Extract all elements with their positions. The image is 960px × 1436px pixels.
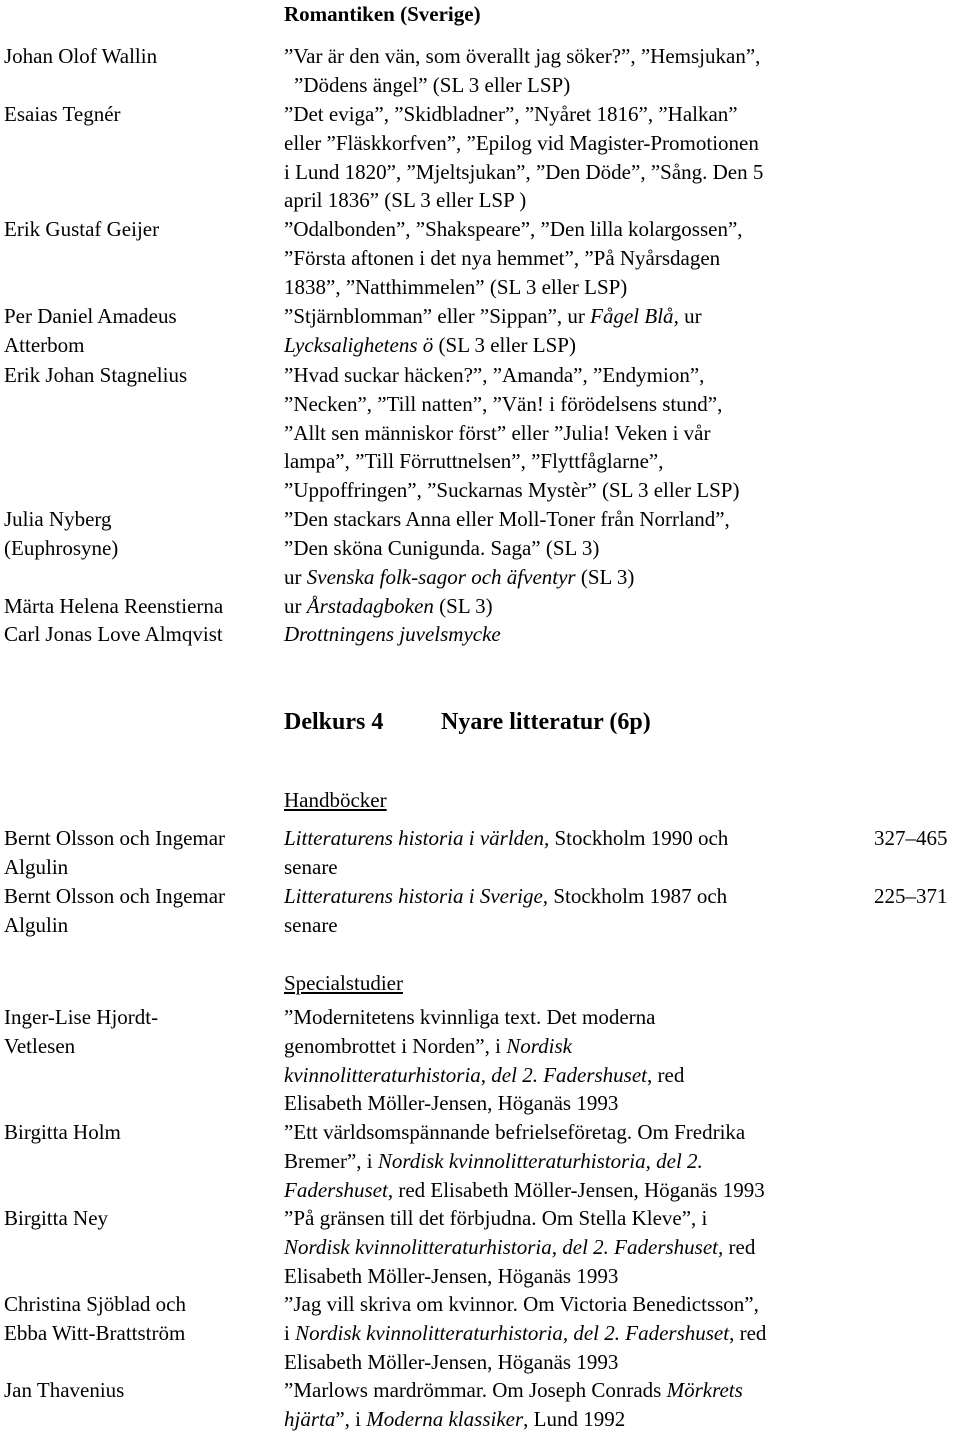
works-stagnelius: [284, 361, 884, 505]
text: ur: [284, 564, 307, 589]
author-handbok-1: [4, 824, 274, 882]
work-line: Elisabeth Möller-Jensen, Höganäs 1993: [284, 1091, 619, 1116]
text: Stockholm 1990 och: [549, 826, 729, 850]
work-line: ”På gränsen till det förbjudna. Om Stella Kleve”, i: [284, 1206, 708, 1230]
work-line: [284, 1233, 884, 1262]
author-reenstierna: Märta Helena Reenstierna: [4, 594, 224, 618]
author-line: (Euphrosyne): [4, 535, 119, 560]
section-heading-handbocker: Handböcker: [284, 788, 387, 812]
text: genombrottet i Norden”, i: [284, 1033, 507, 1058]
title-italic: Nordisk: [506, 1033, 572, 1058]
delkurs-title: Nyare litteratur (6p): [441, 709, 651, 735]
author-wallin: Johan Olof Wallin: [4, 44, 158, 68]
title-italic: Moderna klassiker: [366, 1406, 524, 1431]
author-line: Julia Nyberg: [4, 507, 112, 531]
text: ”Marlows mardrömmar. Om Joseph Conrads: [284, 1378, 667, 1402]
author-ney: Birgitta Ney: [4, 1206, 109, 1230]
author-line: Bernt Olsson och Ingemar: [4, 826, 226, 850]
work-line: ”Modernitetens kvinnliga text. Det moderna: [284, 1005, 656, 1029]
author-thavenius: Jan Thavenius: [4, 1378, 125, 1402]
work-line: ”Den stackars Anna eller Moll-Toner från Norrland”,: [284, 507, 730, 531]
work-line: [284, 1032, 884, 1061]
author-holm: Birgitta Holm: [4, 1120, 121, 1144]
text: , red Elisabeth Möller-Jensen, Höganäs 1993: [387, 1177, 765, 1202]
work-line: [284, 1319, 884, 1348]
title-italic: Årstadagboken: [306, 594, 434, 618]
text: i: [284, 1320, 296, 1345]
author-hjordt-vetlesen: [4, 1003, 274, 1061]
handbok-2: [284, 882, 854, 940]
author-line: Atterbom: [4, 332, 85, 357]
work-line: Elisabeth Möller-Jensen, Höganäs 1993: [284, 1263, 619, 1288]
title-italic: Litteraturens historia i Sverige,: [284, 884, 549, 908]
work-line: lampa”, ”Till Förruttnelsen”, ”Flyttfåglarne”,: [284, 449, 664, 474]
author-line: Inger-Lise Hjordt-: [4, 1005, 159, 1029]
work-line: i Lund 1820”, ”Mjeltsjukan”, ”Den Döde”, ”Sång. Den 5: [284, 159, 764, 184]
work-line: [284, 302, 884, 331]
work-line: ”Uppoffringen”, ”Suckarnas Mystèr” (SL 3 eller LSP): [284, 478, 740, 503]
work-line: [284, 331, 884, 360]
work-line: ”Första aftonen i det nya hemmet”, ”På Nyårsdagen: [284, 245, 721, 270]
work-line: [284, 1405, 884, 1434]
handbok-1: [284, 824, 854, 882]
author-tegner: Esaias Tegnér: [4, 102, 121, 126]
title-italic: Svenska folk-sagor och äfventyr: [306, 564, 576, 589]
work-line: ”Den sköna Cunigunda. Saga” (SL 3): [284, 535, 600, 560]
work-line: ”Odalbonden”, ”Shakspeare”, ”Den lilla kolargossen”,: [284, 217, 743, 241]
title-italic: Litteraturens historia i världen,: [284, 826, 550, 850]
work-line: [284, 563, 884, 592]
work-line: ”Necken”, ”Till natten”, ”Vän! i förödelsens stund”,: [284, 391, 723, 416]
work-line: ”Allt sen människor först” eller ”Julia! Veken i vår: [284, 420, 711, 445]
title-italic: Lycksalighetens ö: [284, 332, 434, 357]
work-line: ”Var är den vän, som överallt jag söker?”, ”Hemsjukan”,: [284, 44, 761, 68]
author-almqvist: Carl Jonas Love Almqvist: [4, 622, 223, 646]
text: Stockholm 1987 och: [548, 884, 728, 908]
text: (SL 3 eller LSP): [433, 332, 576, 357]
work-line: [284, 1147, 884, 1176]
text: ”Stjärnblomman” eller ”Sippan”, ur: [284, 304, 591, 328]
text: , red: [729, 1320, 767, 1345]
page-range: 225–371: [874, 884, 948, 908]
author-handbok-2: [4, 882, 274, 940]
works-wallin: [284, 42, 884, 100]
work-line: 1838”, ”Natthimmelen” (SL 3 eller LSP): [284, 274, 628, 299]
author-stagnelius: Erik Johan Stagnelius: [4, 363, 188, 387]
work-line: Elisabeth Möller-Jensen, Höganäs 1993: [284, 1349, 619, 1374]
work-line: eller ”Fläskkorfven”, ”Epilog vid Magister-Promotionen: [284, 130, 759, 155]
title-italic: Mörkrets: [666, 1378, 743, 1402]
work-line: ”Dödens ängel” (SL 3 eller LSP): [294, 72, 571, 97]
study-ney: [284, 1204, 884, 1290]
title-italic: Nordisk kvinnolitteraturhistoria, del 2. Fadershuset,: [284, 1234, 724, 1259]
title-italic: Fadershuset: [284, 1177, 388, 1202]
page-range: 327–465: [874, 826, 948, 850]
title-italic: Nordisk kvinnolitteraturhistoria, del 2. Fadershuset: [295, 1320, 730, 1345]
text: ur: [284, 594, 307, 618]
work-line: ”Jag vill skriva om kvinnor. Om Victoria Benedictsson”,: [284, 1292, 759, 1316]
author-line: Algulin: [4, 854, 69, 879]
delkurs-number: Delkurs 4: [284, 709, 384, 735]
study-hjordt-vetlesen: [284, 1003, 884, 1118]
text: , Lund 1992: [523, 1406, 626, 1431]
works-geijer: [284, 215, 884, 301]
work-line: [284, 1376, 884, 1405]
text: ”, i: [335, 1406, 367, 1431]
work-line: [284, 824, 854, 853]
author-line: Algulin: [4, 912, 69, 937]
text: red: [723, 1234, 756, 1259]
works-nyberg: [284, 505, 884, 591]
author-line: Christina Sjöblad och: [4, 1292, 186, 1316]
works-reenstierna: [284, 592, 884, 621]
study-sjoblad: [284, 1290, 884, 1376]
works-tegner: [284, 100, 884, 215]
text: (SL 3): [433, 594, 493, 618]
title-italic: Nordisk kvinnolitteraturhistoria, del 2.: [377, 1148, 703, 1173]
works-almqvist: [284, 620, 884, 649]
section-heading-romantiken: Romantiken (Sverige): [284, 2, 481, 26]
work-line: [284, 1176, 884, 1205]
title-italic: kvinnolitteraturhistoria, del 2. Fadershuset: [284, 1062, 648, 1087]
work-line: ”Det eviga”, ”Skidbladner”, ”Nyåret 1816”, ”Halkan”: [284, 102, 738, 126]
works-atterbom: [284, 302, 884, 360]
title-italic: Fågel Blå: [590, 304, 674, 328]
section-heading-specialstudier: Specialstudier: [284, 971, 403, 995]
author-geijer: Erik Gustaf Geijer: [4, 217, 160, 241]
text: Bremer”, i: [284, 1148, 378, 1173]
work-line: senare: [284, 912, 338, 937]
work-line: ”Hvad suckar häcken?”, ”Amanda”, ”Endymion”,: [284, 363, 705, 387]
author-line: Ebba Witt-Brattström: [4, 1320, 186, 1345]
study-thavenius: [284, 1376, 884, 1434]
work-line: senare: [284, 854, 338, 879]
author-sjoblad-witt-brattstrom: [4, 1290, 274, 1348]
text: , red: [647, 1062, 685, 1087]
author-line: Vetlesen: [4, 1033, 76, 1058]
study-holm: [284, 1118, 884, 1204]
author-line: Bernt Olsson och Ingemar: [4, 884, 226, 908]
text: (SL 3): [575, 564, 635, 589]
author-atterbom: [4, 302, 274, 360]
work-line: ”Ett världsomspännande befrielseföretag. Om Fredrika: [284, 1120, 746, 1144]
work-line: [284, 1061, 884, 1090]
title-italic: hjärta: [284, 1406, 336, 1431]
work-line: april 1836” (SL 3 eller LSP ): [284, 188, 527, 213]
author-line: Per Daniel Amadeus: [4, 304, 177, 328]
author-nyberg: [4, 505, 274, 563]
work-line: [284, 882, 854, 911]
title-italic: Drottningens juvelsmycke: [284, 622, 501, 646]
work-line: [284, 592, 884, 621]
text: , ur: [673, 304, 702, 328]
